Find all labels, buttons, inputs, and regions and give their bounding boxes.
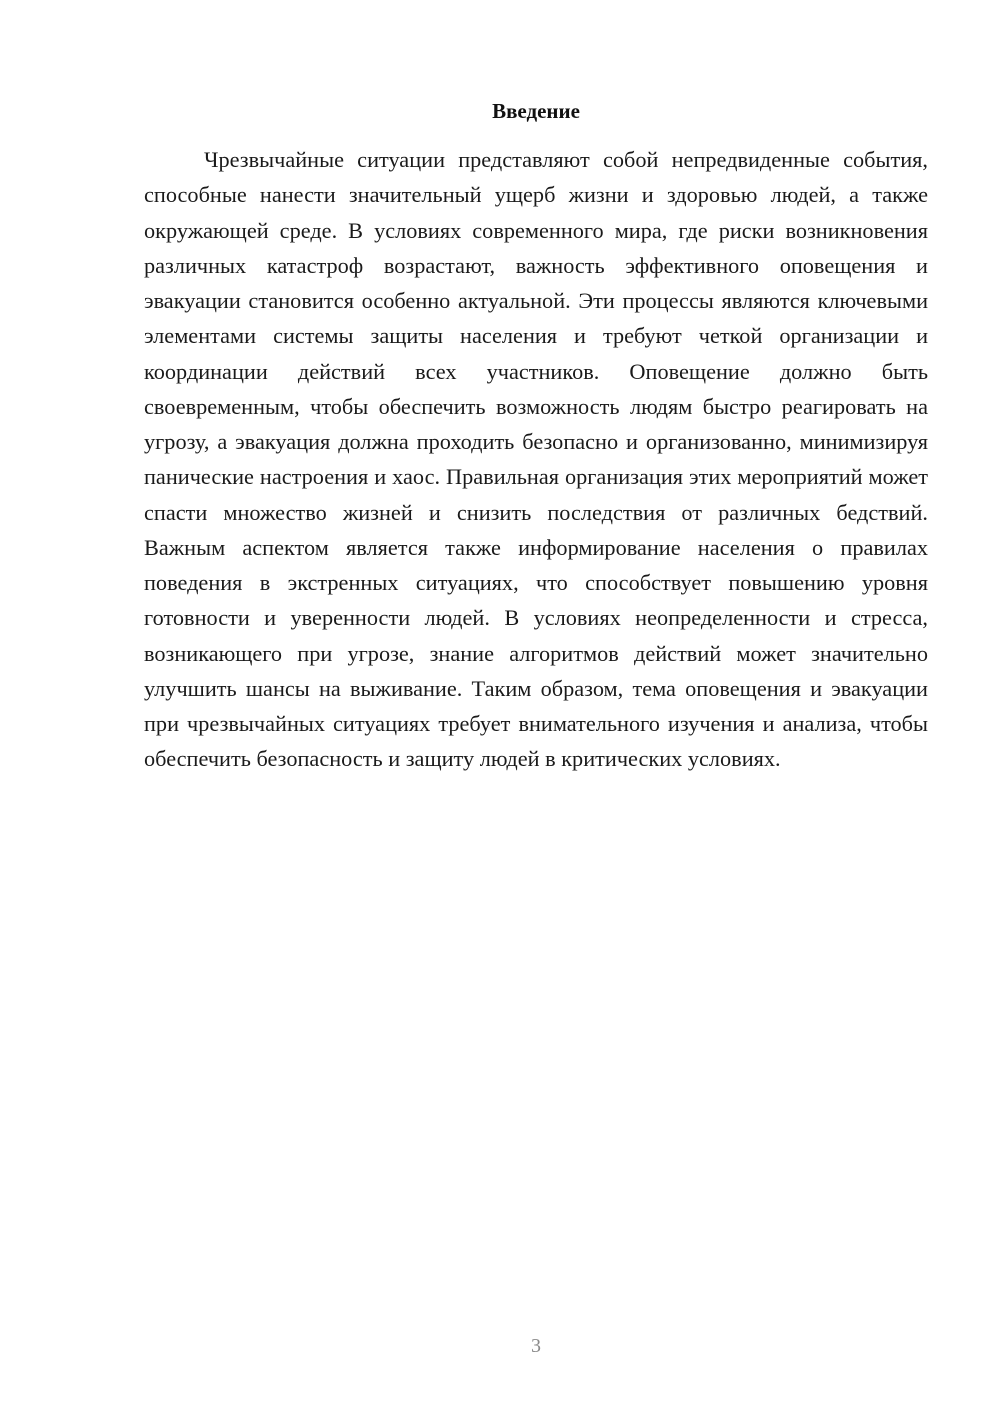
page-number: 3 — [531, 1335, 541, 1357]
section-heading: Введение — [492, 99, 580, 123]
body-paragraph: Чрезвычайные ситуации представляют собой непредвиденные события, способные нанести значительный ущерб жизни и здоровью людей, а также окружающей среде. В условиях современного мира, где риски возникновения различных катастроф возрастают, важность эффективного оповещения и эвакуации становится особенно актуальной. Эти процессы являются ключевыми элементами системы защиты населения и требуют четкой организации и координации действий всех участников. Оповещение должно быть своевременным, чтобы обеспечить возможность людям быстро реагировать на угрозу, а эвакуация должна проходить безопасно и организованно, минимизируя панические настроения и хаос. Правильная организация этих мероприятий может спасти множество жизней и снизить последствия от различных бедствий. Важным аспектом является также информирование населения о правилах поведения в экстренных ситуациях, что способствует повышению уровня готовности и уверенности людей. В условиях неопределенности и стресса, возникающего при угрозе, знание алгоритмов действий может значительно улучшить шансы на выживание. Таким образом, тема оповещения и эвакуации при чрезвычайных ситуациях требует внимательного изучения и анализа, чтобы обеспечить безопасность и защиту людей в критических условиях. — [144, 147, 928, 772]
